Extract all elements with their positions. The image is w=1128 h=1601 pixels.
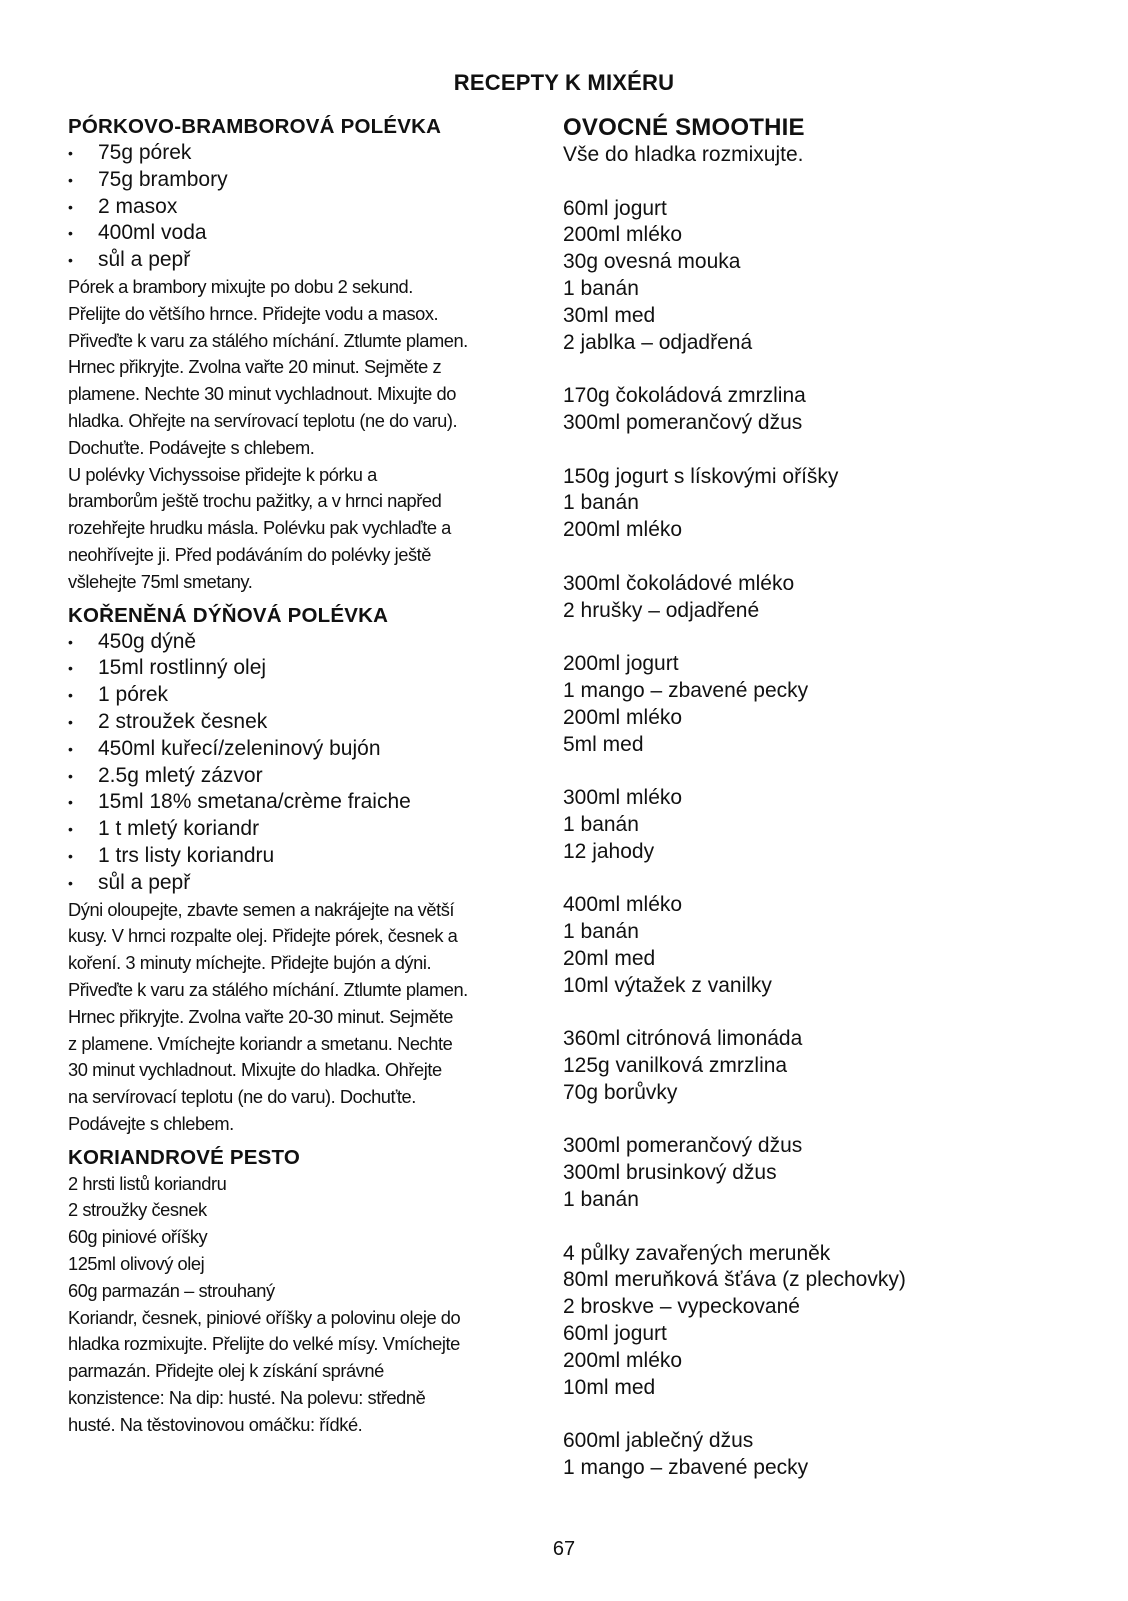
text-line: 12 jahody xyxy=(563,839,655,863)
text-line xyxy=(563,1000,1063,1027)
text-line: 10ml výtažek z vanilky xyxy=(563,973,772,997)
text-line: 200ml jogurt xyxy=(563,652,679,676)
text-line: Přiveďte k varu za stálého míchání. Ztlumte plamen. xyxy=(68,329,468,351)
text-line: 200ml mléko xyxy=(563,705,683,729)
text-line: Vše do hladka rozmixujte. xyxy=(563,143,804,166)
instructions-soup2 xyxy=(68,897,543,1138)
ingredient-item: • 2 stroužek česnek xyxy=(68,709,543,736)
text-line xyxy=(563,1401,1063,1428)
text-line xyxy=(563,356,1063,383)
bullet-icon: • xyxy=(68,821,73,838)
bullet-icon: • xyxy=(68,252,73,269)
ingredient-item: • 1 t mletý koriandr xyxy=(68,816,543,843)
text-line xyxy=(563,169,1063,196)
text-line: 1 mango – zbavené pecky xyxy=(563,1456,809,1480)
recipe-title-coriander-pesto: KORIANDROVÉ PESTO xyxy=(68,1145,300,1169)
text-line: 200ml mléko xyxy=(563,223,683,247)
bullet-icon: • xyxy=(68,633,73,650)
text-line: husté. Na těstovinovou omáčku: řídké. xyxy=(68,1413,363,1435)
text-line: rozehřejte hrudku másla. Polévku pak vychlaďte a xyxy=(68,517,451,539)
bullet-icon: • xyxy=(68,171,73,188)
smoothie-recipe-lines xyxy=(563,142,1063,1482)
bullet-icon: • xyxy=(68,874,73,891)
text-line: Dochuťte. Podávejte s chlebem. xyxy=(68,436,315,458)
text-line: z plamene. Vmíchejte koriandr a smetanu. Nechte xyxy=(68,1032,453,1054)
text-line: neohřívejte ji. Před podáváním do polévky ještě xyxy=(68,543,431,565)
text-line: Podávejte s chlebem. xyxy=(68,1112,234,1134)
ingredient-item: • 15ml 18% smetana/crème fraiche xyxy=(68,789,543,816)
ingredient-list-soup1 xyxy=(68,140,543,274)
right-column xyxy=(563,114,1063,1482)
text-line: 2 hrušky – odjadřené xyxy=(563,598,760,622)
text-line: Hrnec přikryjte. Zvolna vařte 20-30 minut. Sejměte xyxy=(68,1005,453,1027)
text-line: 1 banán xyxy=(563,812,639,836)
text-line: parmazán. Přidejte olej k získání správné xyxy=(68,1360,384,1382)
bullet-icon: • xyxy=(68,660,73,677)
left-column xyxy=(68,114,543,1439)
text-line: Koriandr, česnek, piniové oříšky a polovinu oleje do xyxy=(68,1306,461,1328)
text-line: 170g čokoládová zmrzlina xyxy=(563,384,806,408)
text-line: 2 broskve – vypeckované xyxy=(563,1295,800,1319)
text-line xyxy=(563,1107,1063,1134)
text-line: 20ml med xyxy=(563,946,656,970)
text-line: 200ml mléko xyxy=(563,518,683,542)
text-line: 30 minut vychladnout. Mixujte do hladka. Ohřejte xyxy=(68,1059,442,1081)
text-line: Hrnec přikryjte. Zvolna vařte 20 minut. Sejměte z xyxy=(68,356,442,378)
text-line: 300ml mléko xyxy=(563,786,683,810)
text-line: Dýni oloupejte, zbavte semen a nakrájejte na větší xyxy=(68,898,455,920)
bullet-icon: • xyxy=(68,225,73,242)
text-line: 60g parmazán – strouhaný xyxy=(68,1279,275,1301)
text-line: 300ml čokoládové mléko xyxy=(563,571,795,595)
text-line: 1 banán xyxy=(563,920,639,944)
text-line: 5ml med xyxy=(563,732,644,756)
text-line xyxy=(563,758,1063,785)
ingredient-item: • 1 trs listy koriandru xyxy=(68,843,543,870)
ingredient-item: • 15ml rostlinný olej xyxy=(68,655,543,682)
text-line: kusy. V hrnci rozpalte olej. Přidejte pórek, česnek a xyxy=(68,925,458,947)
bullet-icon: • xyxy=(68,713,73,730)
text-line: 300ml brusinkový džus xyxy=(563,1161,777,1185)
recipe-title-leek-potato-soup: PÓRKOVO-BRAMBOROVÁ POLÉVKA xyxy=(68,115,442,138)
text-line: Přelijte do většího hrnce. Přidejte vodu a masox. xyxy=(68,302,439,324)
text-line xyxy=(563,866,1063,893)
text-line xyxy=(563,624,1063,651)
text-line: bramborům ještě trochu pažitky, a v hrnci napřed xyxy=(68,490,442,512)
bullet-icon: • xyxy=(68,740,73,757)
text-line: 1 banán xyxy=(563,276,639,300)
text-line: 400ml mléko xyxy=(563,893,683,917)
text-line: hladka rozmixujte. Přelijte do velké mísy. Vmíchejte xyxy=(68,1333,460,1355)
text-line: 70g borůvky xyxy=(563,1080,678,1104)
text-line: 1 banán xyxy=(563,491,639,515)
bullet-icon: • xyxy=(68,847,73,864)
text-line: 60g piniové oříšky xyxy=(68,1226,208,1248)
text-line: hladka. Ohřejte na servírovací teplotu (ne do varu). xyxy=(68,409,458,431)
text-line: 30g ovesná mouka xyxy=(563,250,741,274)
bullet-icon: • xyxy=(68,198,73,215)
text-line: 300ml pomerančový džus xyxy=(563,1134,803,1158)
ingredient-item: • 450ml kuřecí/zeleninový bujón xyxy=(68,736,543,763)
ingredient-item: • 75g brambory xyxy=(68,167,543,194)
bullet-icon: • xyxy=(68,145,73,161)
text-line: 10ml med xyxy=(563,1375,656,1399)
text-line: 1 banán xyxy=(563,1188,639,1212)
text-line: 200ml mléko xyxy=(563,1348,683,1372)
text-line: 4 půlky zavařených meruněk xyxy=(563,1241,831,1265)
text-line: 2 jablka – odjadřená xyxy=(563,330,753,354)
text-line: 2 stroužky česnek xyxy=(68,1199,207,1221)
bullet-icon: • xyxy=(68,767,73,784)
text-line: 125ml olivový olej xyxy=(68,1253,205,1275)
text-line: všlehejte 75ml smetany. xyxy=(68,570,253,592)
text-line xyxy=(563,437,1063,464)
ingredient-item: • 2 masox xyxy=(68,194,543,221)
ingredient-item: • sůl a pepř xyxy=(68,870,543,897)
ingredient-item: • 400ml voda xyxy=(68,220,543,247)
ingredient-item: • 2.5g mletý zázvor xyxy=(68,763,543,790)
ingredient-item: • 1 pórek xyxy=(68,682,543,709)
text-line: Pórek a brambory mixujte po dobu 2 sekund. xyxy=(68,275,413,297)
recipe-title-fruit-smoothie: OVOCNÉ SMOOTHIE xyxy=(563,114,805,141)
text-line: 30ml med xyxy=(563,303,656,327)
ingredient-item: • sůl a pepř xyxy=(68,247,543,274)
text-line: na servírovací teplotu (ne do varu). Dochuťte. xyxy=(68,1086,416,1108)
text-line xyxy=(563,544,1063,571)
instructions-soup1 xyxy=(68,274,543,596)
bullet-icon: • xyxy=(68,687,73,704)
ingredient-item: • 450g dýně xyxy=(68,629,543,656)
recipe-title-pumpkin-soup: KOŘENĚNÁ DÝŇOVÁ POLÉVKA xyxy=(68,603,389,627)
ingredient-list-pesto xyxy=(68,1171,543,1305)
text-line: 60ml jogurt xyxy=(563,196,667,220)
bullet-icon: • xyxy=(68,794,73,811)
text-line xyxy=(563,1214,1063,1241)
ingredient-list-soup2 xyxy=(68,629,543,897)
text-line: 80ml meruňková šťáva (z plechovky) xyxy=(563,1268,906,1292)
page-title: RECEPTY K MIXÉRU xyxy=(453,70,675,95)
text-line: 2 hrsti listů koriandru xyxy=(68,1172,227,1194)
text-line: 1 mango – zbavené pecky xyxy=(563,678,809,702)
text-line: konzistence: Na dip: husté. Na polevu: středně xyxy=(68,1387,426,1409)
text-line: 360ml citrónová limonáda xyxy=(563,1027,803,1051)
text-line: 60ml jogurt xyxy=(563,1322,667,1346)
text-line: 150g jogurt s lískovými oříšky xyxy=(563,464,839,488)
text-line: 300ml pomerančový džus xyxy=(563,410,803,434)
text-line: 125g vanilková zmrzlina xyxy=(563,1054,788,1078)
text-line: 600ml jablečný džus xyxy=(563,1429,754,1453)
text-line: plamene. Nechte 30 minut vychladnout. Mixujte do xyxy=(68,383,456,405)
instructions-pesto xyxy=(68,1305,543,1439)
text-line: U polévky Vichyssoise přidejte k pórku a xyxy=(68,463,377,485)
text-line: Přiveďte k varu za stálého míchání. Ztlumte plamen. xyxy=(68,978,468,1000)
ingredient-item: • 75g pórek xyxy=(68,140,543,167)
page-number: 67 xyxy=(552,1538,576,1560)
text-line: koření. 3 minuty míchejte. Přidejte bujón a dýni. xyxy=(68,952,432,974)
